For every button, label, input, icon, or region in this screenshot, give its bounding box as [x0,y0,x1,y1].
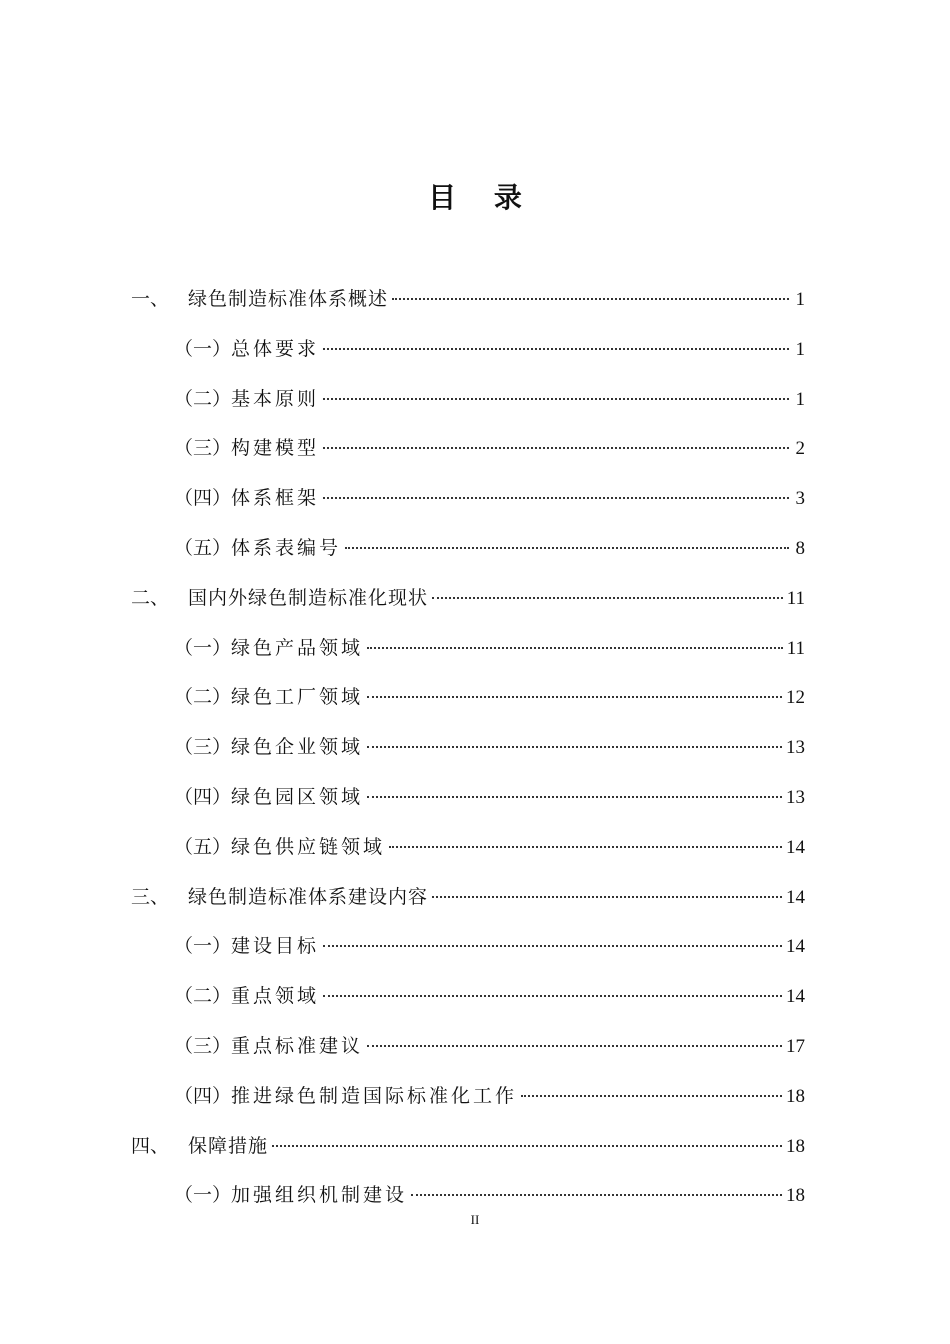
toc-entry-number: （四） [174,487,232,510]
toc-entry-number: 三、 [131,885,170,908]
toc-entry-number: 四、 [131,1134,170,1157]
toc-entry-label: 建设目标 [231,935,320,958]
toc-entry-page: 1 [795,338,805,360]
toc-entry-page: 8 [795,538,805,559]
page-title: 目 录 [428,181,536,214]
toc-entry-label: 加强组织机制建设 [231,1184,408,1207]
toc-entry-label: 绿色工厂领域 [231,686,364,709]
toc-entry[interactable] [131,583,805,615]
toc-entry-number: （三） [174,437,232,460]
toc-entry[interactable] [174,832,805,864]
toc-entry-number: （三） [174,1035,232,1057]
toc-entry-page: 11 [786,587,805,609]
toc-entry-number: （二） [174,686,232,709]
toc-entry[interactable] [174,633,805,665]
toc-entry-page: 1 [795,388,805,410]
toc-entry-label: 体系框架 [231,487,320,510]
toc-entry-label: 绿色产品领域 [231,636,364,659]
toc-entry-label: 绿色供应链领域 [231,835,386,858]
toc-dot-leader [323,995,782,997]
toc-entry[interactable] [174,931,805,963]
toc-entry-label: 绿色制造标准体系概述 [188,288,389,310]
toc-entry-page: 18 [786,1185,805,1207]
toc-entry-number: （一） [174,636,232,659]
toc-entry-page: 14 [786,836,805,858]
toc-dot-leader [323,497,789,499]
toc-entry-label: 绿色企业领域 [231,736,364,759]
toc-entry-label: 重点领域 [231,985,320,1008]
toc-entry-number: （四） [174,1084,232,1107]
toc-entry-number: （五） [174,835,232,858]
toc-entry[interactable] [174,533,805,565]
toc-dot-leader [272,1145,782,1147]
toc-entry[interactable] [174,384,805,416]
toc-entry-page: 11 [786,637,805,659]
toc-entry-page: 14 [786,936,805,958]
toc-entry[interactable] [131,882,805,914]
toc-dot-leader [323,348,789,350]
toc-dot-leader [411,1194,782,1196]
toc-entry-label: 国内外绿色制造标准化现状 [188,586,429,609]
toc-dot-leader [367,696,782,698]
toc-dot-leader [323,398,789,400]
toc-entry[interactable] [174,1031,805,1063]
toc-entry-number: 二、 [131,586,170,609]
toc-entry[interactable] [174,433,805,465]
toc-entry-label: 保障措施 [188,1134,269,1157]
toc-entry-page: 1 [795,289,805,310]
toc-entry[interactable] [174,782,805,814]
toc-entry[interactable] [131,1131,805,1163]
toc-entry-label: 推进绿色制造国际标准化工作 [231,1084,518,1107]
toc-entry-number: （三） [174,736,232,759]
toc-entry[interactable] [174,483,805,515]
toc-entry-label: 构建模型 [231,437,320,460]
toc-entry[interactable] [174,1180,805,1212]
toc-entry-page: 18 [786,1135,805,1157]
toc-entry[interactable] [174,682,805,714]
toc-entry[interactable] [174,1081,805,1113]
toc-entry-page: 3 [795,488,805,510]
toc-dot-leader [432,597,783,599]
toc-entry-number: 一、 [131,288,170,310]
toc-dot-leader [323,447,789,449]
toc-entry-number: （一） [174,337,232,360]
toc-entry-number: （四） [174,786,232,808]
toc-entry-number: （一） [174,1184,232,1207]
toc-entry[interactable] [131,284,805,316]
toc-dot-leader [345,547,789,549]
toc-entry-number: （五） [174,537,232,559]
toc-entry-page: 14 [786,886,805,908]
toc-entry-number: （二） [174,985,232,1008]
toc-entry-page: 2 [795,438,805,460]
toc-dot-leader [521,1095,782,1097]
toc-entry-page: 14 [786,986,805,1008]
toc-entry-page: 13 [786,787,805,808]
page-number-footer: II [470,1212,480,1227]
toc-entry-page: 13 [786,737,805,759]
toc-dot-leader [432,896,782,898]
toc-entry-label: 总体要求 [231,337,320,360]
toc-entry-label: 重点标准建议 [231,1035,364,1057]
toc-entry-label: 体系表编号 [231,537,342,559]
toc-dot-leader [367,746,782,748]
toc-dot-leader [389,846,782,848]
toc-entry-label: 绿色园区领域 [231,786,364,808]
toc-entry-page: 12 [786,687,805,709]
toc-entry-number: （二） [174,387,232,410]
toc-dot-leader [367,796,782,798]
toc-entry-page: 18 [786,1085,805,1107]
toc-entry-number: （一） [174,935,232,958]
toc-entry-label: 基本原则 [231,387,320,410]
toc-entry[interactable] [174,981,805,1013]
toc-entry[interactable] [174,334,805,366]
toc-entry-page: 17 [786,1036,805,1057]
toc-entry[interactable] [174,732,805,764]
toc-dot-leader [367,1045,782,1047]
toc-dot-leader [367,647,783,649]
toc-dot-leader [323,945,782,947]
toc-entry-label: 绿色制造标准体系建设内容 [188,885,429,908]
toc-dot-leader [392,298,789,300]
